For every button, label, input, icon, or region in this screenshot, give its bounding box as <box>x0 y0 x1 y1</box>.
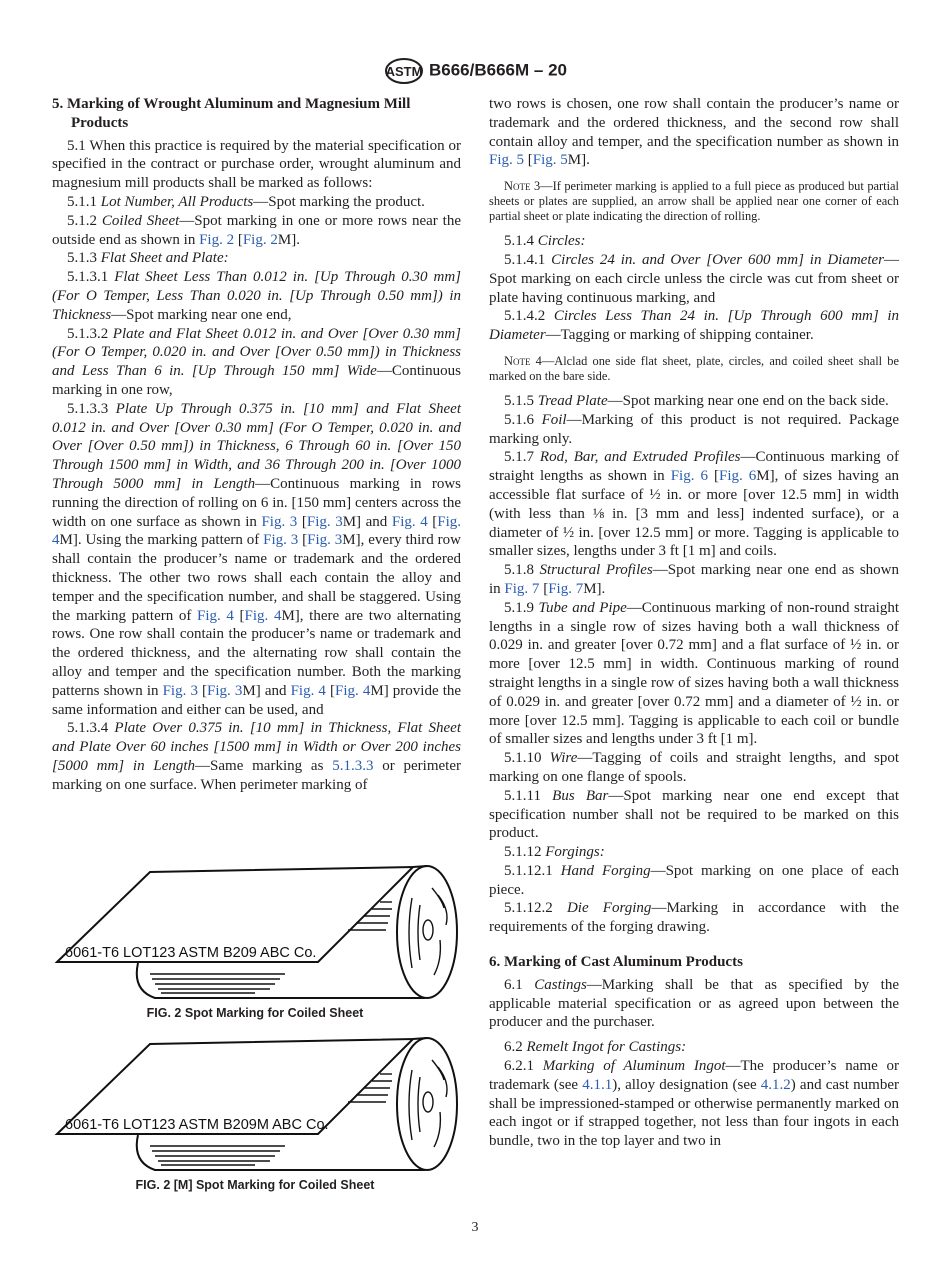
text-run: —Tagging or marking of shipping container. <box>545 327 814 344</box>
figure-2m-caption: FIG. 2 [M] Spot Marking for Coiled Sheet <box>135 1178 375 1192</box>
text-run: M] and <box>342 513 392 530</box>
text-run: 4—Alclad one side flat sheet, plate, circles, and coiled sheet shall be marked on the bare side. <box>489 353 899 383</box>
text-run: 5.1.12.1 <box>504 862 561 879</box>
text-run: —Marking in accordance with the requirements of the forging drawing. <box>489 900 899 936</box>
cross-reference-link[interactable]: 4.1.2 <box>760 1076 791 1093</box>
text-run: M], there are two alternating rows. One row shall contain the producer’s name or trademark and the ordered thickness, and the alternating row shall contain the alloy and temper and the specification number. Both the marking patterns shown in <box>52 607 462 699</box>
text-run: 5.1.2 <box>67 212 102 229</box>
cross-reference-link[interactable]: Fig. 5 <box>532 152 568 169</box>
text-run: 5.1.11 <box>504 787 553 804</box>
text-run: 5.1.8 <box>504 562 540 579</box>
figure-2m-coiled-sheet <box>40 1022 470 1172</box>
text-run: ) and cast number shall be impressioned-stamped or otherwise permanently marked on each ingot or if strapped together, not less than four ingots in each bundle, two in the top layer and two in <box>489 1076 899 1150</box>
cross-reference-link[interactable]: 4.1.1 <box>582 1076 613 1093</box>
section-heading <box>489 953 899 972</box>
text-run: 6.2 <box>504 1039 527 1056</box>
italic-term: Bus Bar <box>552 787 609 804</box>
text-run: 3—If perimeter marking is applied to a full piece as produced but partial sheets or plates are supplied, an arrow shall be applied near one corner of each partial sheet or plate indicating the direction of rolling. <box>489 179 899 224</box>
text-run: —Spot marking near one end on the back side. <box>607 392 889 409</box>
cross-reference-link[interactable]: Fig. 3 <box>261 513 298 530</box>
text-run: two rows is chosen, one row shall contain the producer’s name or trademark and the ordered thickness, and the second row shall contain alloy and temper, and the specification number as shown in <box>489 96 899 150</box>
astm-logo-icon <box>383 56 425 86</box>
text-run: —Marking of this product is not required. Package marking only. <box>489 411 900 447</box>
cross-reference-link[interactable]: Fig. 4 <box>335 682 371 699</box>
section-heading <box>52 95 461 133</box>
italic-term: Forgings: <box>545 844 605 861</box>
text-run: [ <box>297 513 307 530</box>
text-run: 6.2.1 <box>504 1058 543 1075</box>
text-run: —Spot marking in one or more rows near the outside end as shown in <box>52 212 461 248</box>
paragraph <box>489 787 899 843</box>
text-run: —Spot marking near one end as shown in <box>489 562 900 597</box>
text-run: M]. Using the marking pattern of <box>59 532 264 549</box>
paragraph <box>489 95 899 170</box>
text-run: [ <box>539 580 549 597</box>
paragraph <box>489 1038 899 1057</box>
text-run: —Spot marking on each circle unless the circle was cut from sheet or plate having continuous marking, and <box>489 251 900 306</box>
paragraph <box>489 411 899 449</box>
text-run: [ <box>233 607 245 624</box>
text-run: 5.1.12 <box>504 844 546 861</box>
italic-term: Die Forging <box>566 900 652 917</box>
italic-term: Lot Number, All Products <box>100 193 254 210</box>
paragraph <box>52 137 461 193</box>
italic-term: Foil <box>541 411 567 428</box>
text-run: —Continuous marking in one row, <box>52 363 461 398</box>
paragraph <box>489 307 899 345</box>
text-run: M]. <box>277 231 300 248</box>
text-run: —Marking shall be that as specified by the applicable material specification or as agreed upon between the producer and the purchaser. <box>489 976 899 1031</box>
page-number: 3 <box>471 1220 479 1235</box>
text-run: —Continuous marking in rows running the direction of rolling on 6 in. [150 mm] centers across the width on one surface as shown in <box>52 475 461 530</box>
paragraph <box>52 212 461 250</box>
paragraph <box>489 251 899 307</box>
italic-term: Castings <box>534 976 587 993</box>
text-run: 6. Marking of Cast Aluminum Products <box>489 954 743 971</box>
figure-2-caption: FIG. 2 Spot Marking for Coiled Sheet <box>146 1006 364 1020</box>
cross-reference-link[interactable]: Fig. 3 <box>307 532 343 549</box>
left-column <box>52 95 461 794</box>
text-run: 5.1.3.2 <box>67 325 113 342</box>
italic-term: Structural Profiles <box>539 562 653 579</box>
text-run: M], of sizes having an accessible flat surface of ½ in. or more [over 12.5 mm] in width (with less than ⅛ in. [3 mm and less] indented surface), or a diameter of ½ in. [over 12.5 mm] or more. Tagging is applicable to smaller sizes, lengths under 3 ft [1 m] and coils. <box>489 468 900 560</box>
paragraph <box>489 232 899 251</box>
text-run: [ <box>524 152 533 169</box>
coil-marking-text: 6061-T6 LOT123 ASTM B209M ABC Co. <box>65 1117 329 1133</box>
paragraph <box>52 400 461 720</box>
paragraph <box>489 862 899 900</box>
cross-reference-link[interactable]: Fig. 2 <box>199 231 235 248</box>
text-run: —Spot marking the product. <box>253 193 425 210</box>
text-run: 5.1.9 <box>504 599 539 616</box>
text-run: M]. <box>583 580 606 597</box>
text-run: [ <box>298 532 308 549</box>
text-run: M]. <box>567 152 590 169</box>
italic-term: Circles 24 in. and Over [Over 600 mm] in Diameter <box>551 251 885 268</box>
cross-reference-link[interactable]: Fig. 7 <box>504 580 540 597</box>
text-run: 5.1.6 <box>504 411 542 428</box>
note-label: Note <box>504 179 531 194</box>
cross-reference-link[interactable]: Fig. 3 <box>263 532 299 549</box>
page-header <box>0 56 950 86</box>
text-run: 5.1.5 <box>504 392 538 409</box>
italic-term: Plate and Flat Sheet 0.012 in. and Over [Over 0.30 mm] (For O Temper, 0.020 in. and Over [Over 0.50 mm]) in Thickness and Less Than 6 in. [Up Through 150 mm] Wide <box>52 325 462 380</box>
cross-reference-link[interactable]: Fig. 4 <box>52 513 462 549</box>
text-run: 5.1.10 <box>504 750 550 767</box>
svg-text:ASTM: ASTM <box>385 64 423 79</box>
note <box>489 354 899 384</box>
paragraph <box>52 719 461 794</box>
text-run: or perimeter marking on one surface. When perimeter marking of <box>52 757 461 793</box>
note <box>489 179 899 224</box>
text-run: M] provide the same information and either can be used, and <box>52 682 462 718</box>
italic-term: Tube and Pipe <box>538 599 627 616</box>
paragraph <box>489 561 899 599</box>
cross-reference-link[interactable]: Fig. 3 <box>162 682 198 699</box>
text-run: —Same marking as <box>195 757 333 774</box>
cross-reference-link[interactable]: Fig. 7 <box>548 580 584 597</box>
text-run: 5.1.4 <box>504 233 538 250</box>
text-run: [ <box>234 231 243 248</box>
text-run: 5.1.7 <box>504 449 540 466</box>
cross-reference-link[interactable]: Fig. 3 <box>207 682 243 699</box>
paragraph <box>489 392 899 411</box>
italic-term: Remelt Ingot for Castings: <box>526 1039 687 1056</box>
italic-term: Marking of Aluminum Ingot <box>542 1058 726 1075</box>
cross-reference-link[interactable]: Fig. 4 <box>197 607 234 624</box>
italic-term: Rod, Bar, and Extruded Profiles <box>539 449 741 466</box>
text-run: M], every third row shall contain the producer’s name or trademark and the ordered thickness. The other two rows shall each contain the alloy and temper and the specification number, and shall be staggered. Using the marking pattern of <box>52 532 461 624</box>
text-run: 5.1.4.2 <box>504 308 554 325</box>
paragraph <box>489 749 899 787</box>
text-run: 5. Marking of Wrought Aluminum and Magnesium Mill Products <box>52 96 411 131</box>
text-run: 5.1 When this practice is required by the material specification or specified in the contract or purchase order, wrought aluminum and magnesium mill products shall be marked as follows: <box>52 137 461 192</box>
right-column <box>489 95 899 1151</box>
text-run: 5.1.3.1 <box>67 269 115 286</box>
italic-term: Flat Sheet and Plate: <box>100 250 229 267</box>
text-run: [ <box>197 682 208 699</box>
paragraph <box>489 599 899 749</box>
paragraph <box>52 249 461 268</box>
text-run: —Tagging of coils and straight lengths, and spot marking on one flange of spools. <box>489 750 899 785</box>
text-run: —Continuous marking of non-round straight lengths in a single row of sizes having both a wall thickness of 0.029 in. and greater [over 0.72 mm] and a flat surface of ½ in. or more [over 12.5 mm] in width. Continuous marking of round straight lengths in a single row of sizes having both a wall thickness of 0.029 in. and greater [over 0.72 mm] and a diameter of ½ in. or more [over 12.5 mm]. Tagging is applicable to each coil or bundle of smaller sizes and lengths under 3 ft [1 m]. <box>489 599 899 748</box>
text-run: —Spot marking on one place of each piece. <box>489 862 900 898</box>
italic-term: Plate Over 0.375 in. [10 mm] in Thickness, Flat Sheet and Plate Over 60 inches [1500 mm] in Width or Over 200 inches [5000 mm] in Length <box>52 720 461 774</box>
italic-term: Tread Plate <box>537 392 608 409</box>
text-run: 5.1.3.4 <box>67 720 115 737</box>
italic-term: Circles: <box>537 233 586 250</box>
italic-term: Coiled Sheet <box>101 212 180 229</box>
paragraph <box>52 268 461 324</box>
italic-term: Flat Sheet Less Than 0.012 in. [Up Through 0.30 mm] (For O Temper, Less Than 0.020 in. [Up Through 0.50 mm]) in Thickness <box>52 269 461 323</box>
text-run: 5.1.4.1 <box>504 251 552 268</box>
cross-reference-link[interactable]: Fig. 3 <box>306 513 343 530</box>
figure-2-coiled-sheet <box>40 850 470 1000</box>
cross-reference-link[interactable]: Fig. 6 <box>719 468 757 485</box>
text-run: [ <box>427 513 438 530</box>
cross-reference-link[interactable]: Fig. 2 <box>242 231 278 248</box>
text-run: [ <box>707 468 719 485</box>
text-run: 5.1.1 <box>67 193 101 210</box>
text-run: —Spot marking near one end except that specification number shall not be required to be marked on this product. <box>489 787 899 842</box>
text-run: 6.1 <box>504 976 535 993</box>
text-run: M] and <box>242 682 291 699</box>
text-run: —Spot marking near one end, <box>111 306 292 323</box>
italic-term: Wire <box>549 750 578 767</box>
paragraph <box>489 899 899 937</box>
text-run: 5.1.3 <box>67 250 101 267</box>
coil-drawing <box>57 1038 457 1170</box>
cross-reference-link[interactable]: Fig. 6 <box>670 468 708 485</box>
text-run: [ <box>325 682 336 699</box>
text-run: —The producer’s name or trademark (see <box>489 1058 899 1093</box>
cross-reference-link[interactable]: Fig. 5 <box>489 152 525 169</box>
standard-designation: B666/B666M – 20 <box>429 60 567 80</box>
italic-term: Hand Forging <box>560 862 651 879</box>
paragraph <box>52 325 461 400</box>
paragraph <box>489 1057 899 1151</box>
coil-drawing <box>57 866 457 998</box>
text-run: ), alloy designation (see <box>612 1076 761 1093</box>
coil-marking-text: 6061-T6 LOT123 ASTM B209 ABC Co. <box>65 945 317 961</box>
text-run: 5.1.12.2 <box>504 900 567 917</box>
paragraph <box>489 843 899 862</box>
paragraph <box>489 448 899 561</box>
cross-reference-link[interactable]: Fig. 4 <box>290 682 326 699</box>
paragraph <box>52 193 461 212</box>
note-label: Note <box>504 353 531 368</box>
paragraph <box>489 976 899 1032</box>
text-run: —Continuous marking of straight lengths as shown in <box>489 449 899 485</box>
cross-reference-link[interactable]: 5.1.3.3 <box>332 757 374 774</box>
italic-term: Circles Less Than 24 in. [Up Through 600 mm] in Diameter <box>489 308 900 344</box>
italic-term: Plate Up Through 0.375 in. [10 mm] and Flat Sheet 0.012 in. and Over [Over 0.30 mm] (For O Temper, 0.020 in. and Over [Over 0.50 mm]) in Thickness, 6 Through 60 in. [Over 150 Through 1500 mm] in Width, and 36 Through 200 in. [Over 1000 Through 5000 mm] in Length <box>52 400 461 492</box>
cross-reference-link[interactable]: Fig. 4 <box>391 513 428 530</box>
text-run: 5.1.3.3 <box>67 400 116 417</box>
cross-reference-link[interactable]: Fig. 4 <box>244 607 282 624</box>
